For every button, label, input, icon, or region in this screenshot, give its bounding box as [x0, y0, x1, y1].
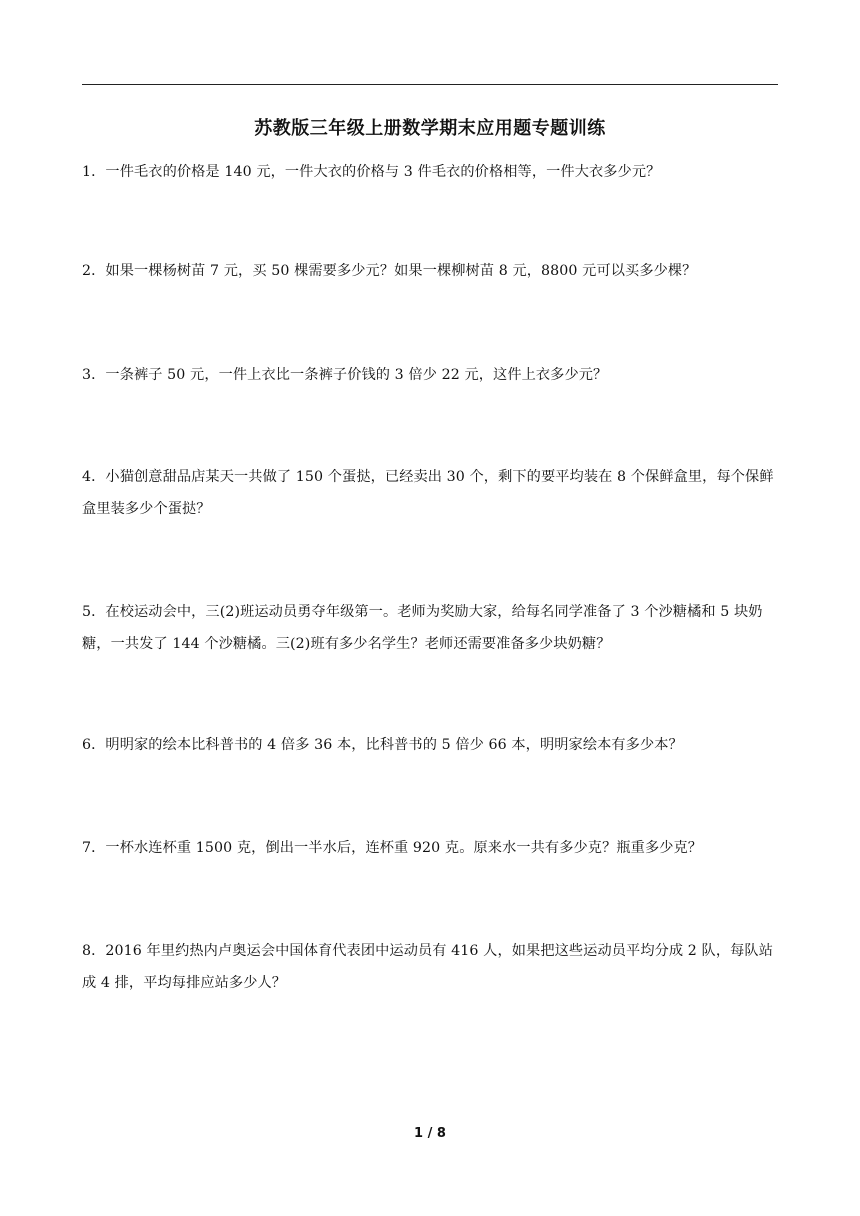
question-2: 2．如果一棵杨树苗 7 元，买 50 棵需要多少元？如果一棵柳树苗 8 元，8800 元可以买多少棵？ [82, 263, 697, 279]
question-5: 5．在校运动会中，三(2)班运动员勇夺年级第一。老师为奖励大家，给每名同学准备了 3 个沙糖橘和 5 块奶糖，一共发了 144 个沙糖橘。三(2)班有多少名学生？老师还需要准备多少块奶糖？ [82, 604, 763, 652]
question-1: 1．一件毛衣的价格是 140 元，一件大衣的价格与 3 件毛衣的价格相等，一件大衣多少元？ [82, 164, 661, 180]
question-7: 7．一杯水连杯重 1500 克，倒出一半水后，连杯重 920 克。原来水一共有多少克？瓶重多少克？ [82, 840, 703, 856]
header-rule [82, 84, 778, 85]
question-6: 6．明明家的绘本比科普书的 4 倍多 36 本，比科普书的 5 倍少 66 本，明明家绘本有多少本？ [82, 737, 683, 753]
page-number: 1 / 8 [414, 1126, 446, 1141]
question-4: 4．小猫创意甜品店某天一共做了 150 个蛋挞，已经卖出 30 个，剩下的要平均装在 8 个保鲜盒里，每个保鲜盒里装多少个蛋挞？ [82, 469, 774, 517]
question-3: 3．一条裤子 50 元，一件上衣比一条裤子价钱的 3 倍少 22 元，这件上衣多少元？ [82, 367, 608, 383]
page-title: 苏教版三年级上册数学期末应用题专题训练 [254, 118, 606, 139]
question-8: 8．2016 年里约热内卢奥运会中国体育代表团中运动员有 416 人，如果把这些运动员平均分成 2 队，每队站成 4 排，平均每排应站多少人？ [82, 943, 773, 991]
